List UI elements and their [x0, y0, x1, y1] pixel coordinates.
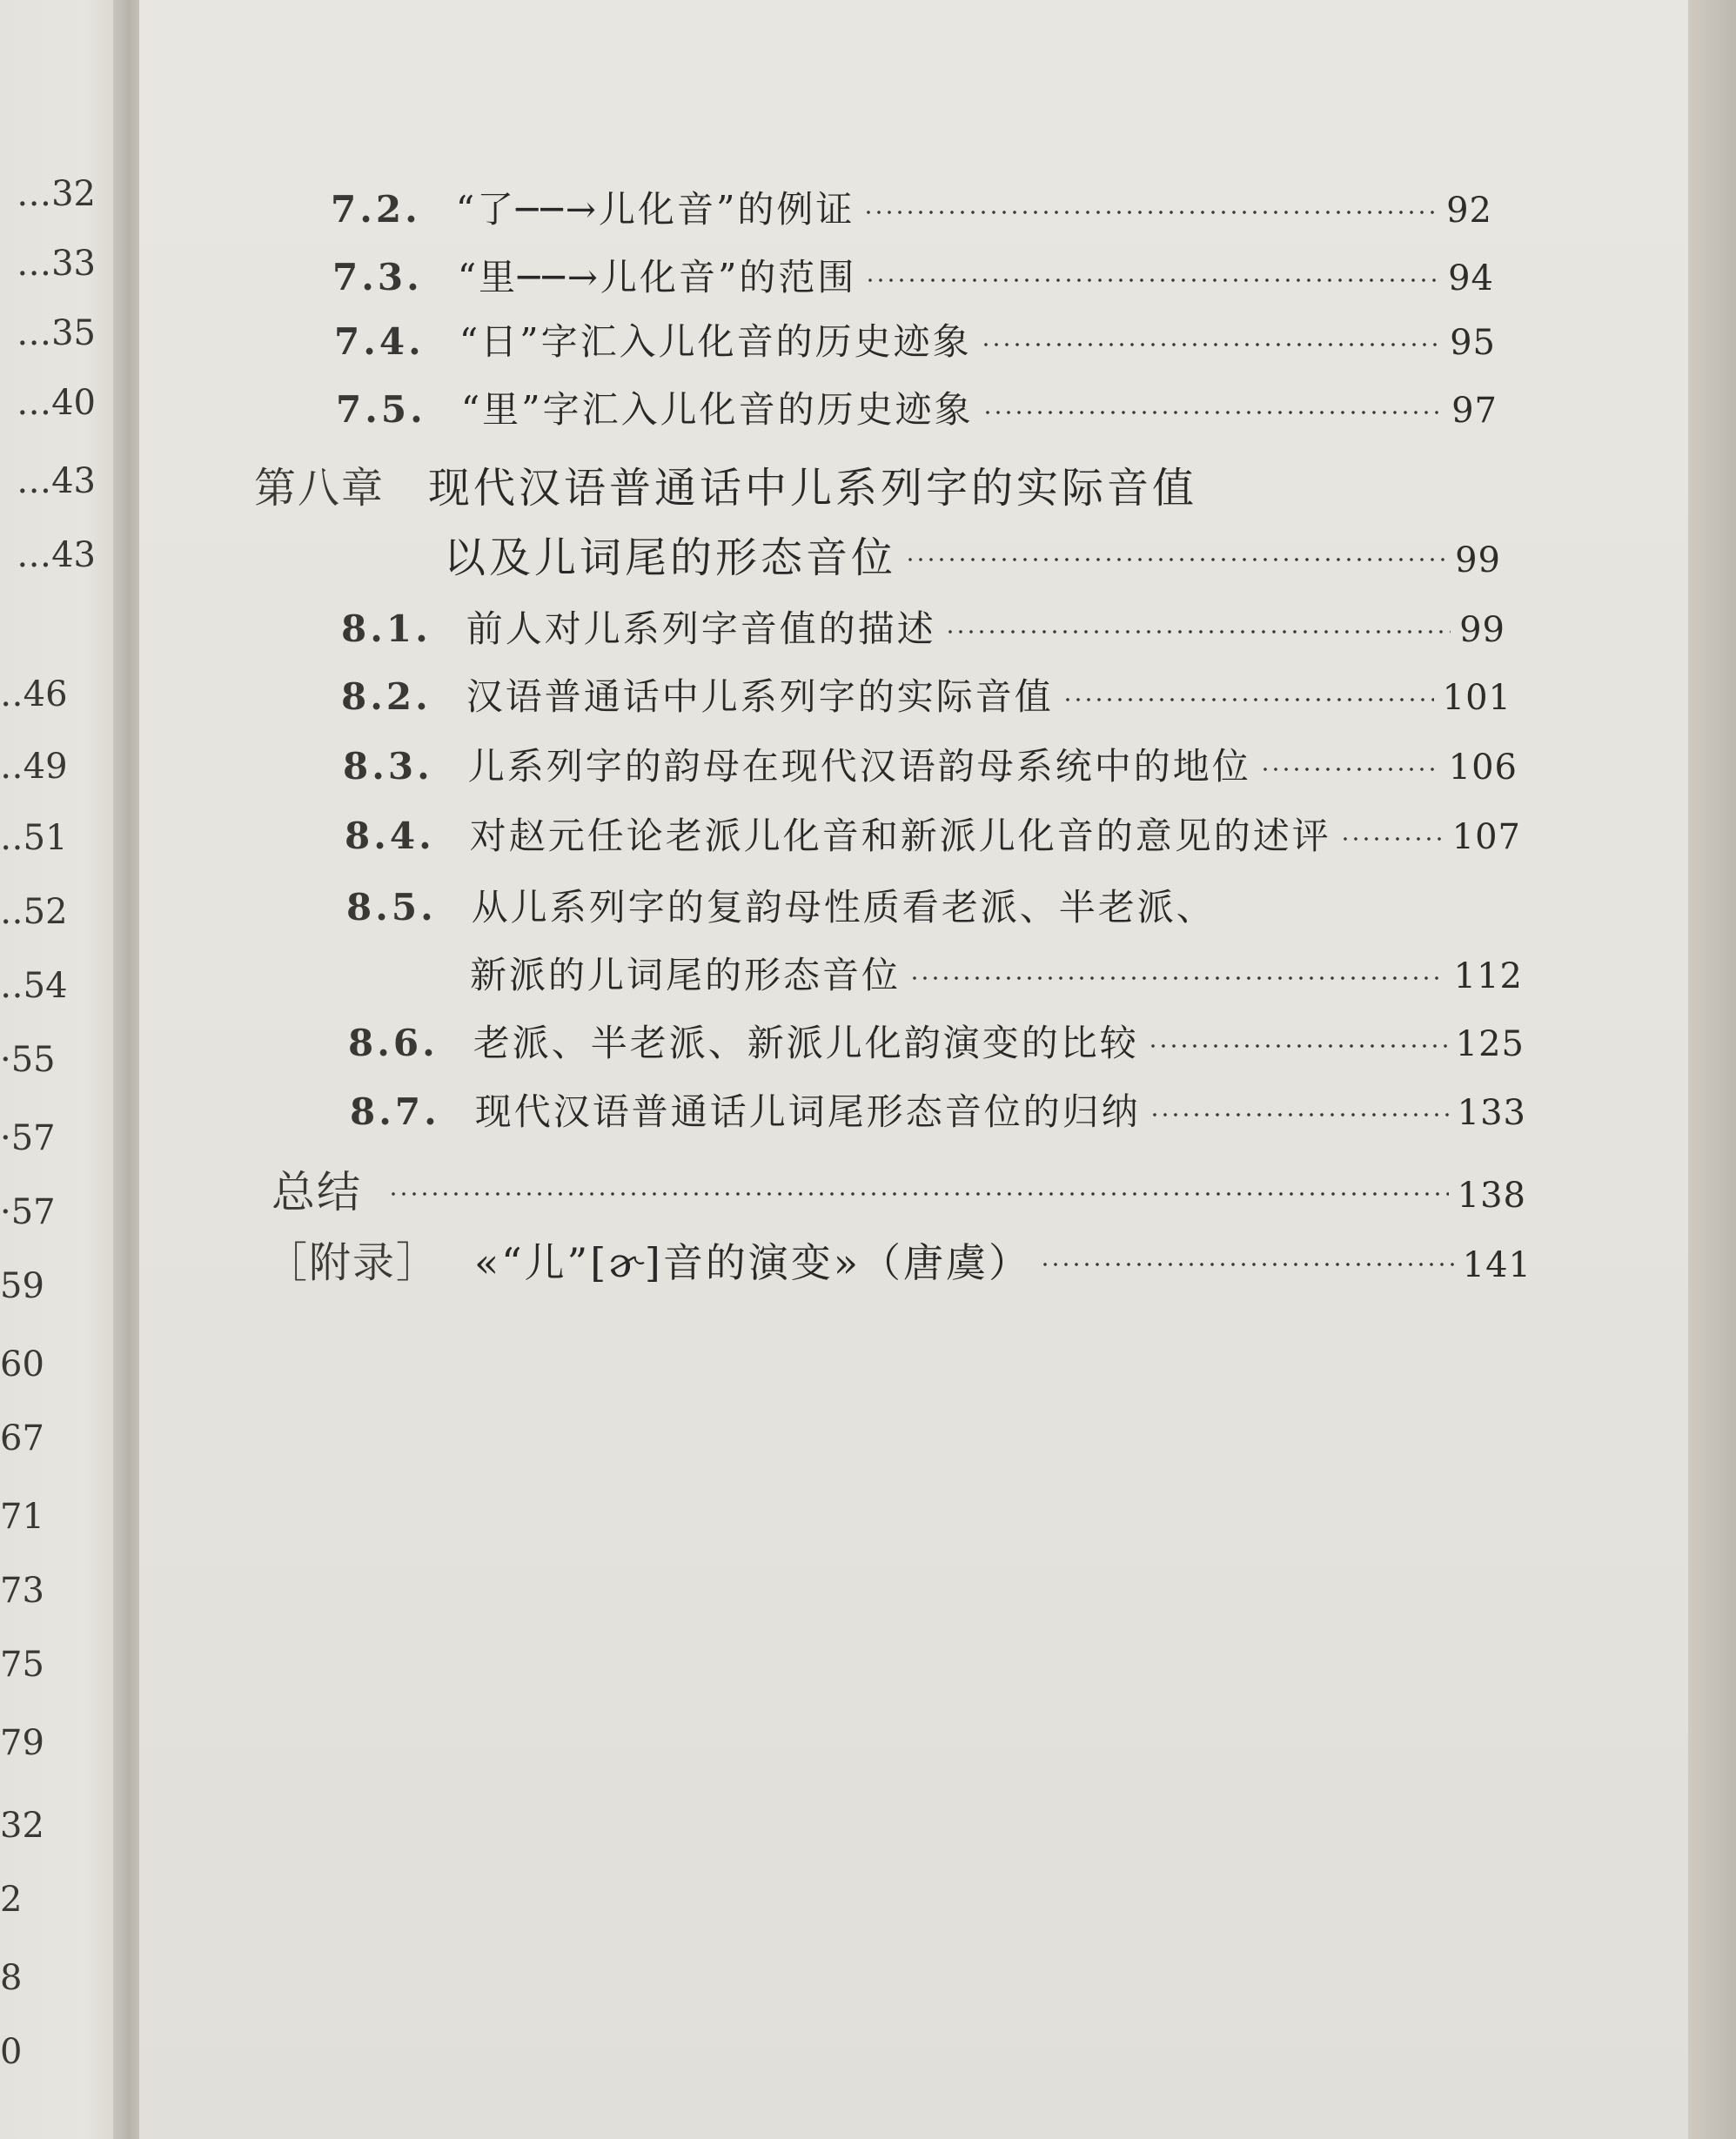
left-page-number: 8 [0, 1958, 23, 1998]
toc-entry [331, 181, 1492, 233]
left-page-number: 0 [0, 2032, 23, 2072]
page-number: 133 [1457, 1093, 1526, 1133]
page-number: 92 [1446, 191, 1492, 231]
left-page-number: ‥51 [0, 818, 68, 858]
section-number: 8.6. [348, 1022, 439, 1064]
left-page-number: ·57 [0, 1192, 56, 1232]
toc-entry [336, 381, 1498, 433]
section-title-line1: 从儿系列字的复韵母性质看老派、半老派、 [471, 886, 1216, 929]
left-page-number: ·57 [0, 1118, 56, 1158]
section-title: “里──→儿化音”的范围 [457, 256, 857, 298]
dot-leader [905, 557, 1446, 562]
section-title: 对赵元任论老派儿化音和新派儿化音的意见的述评 [469, 815, 1331, 857]
dot-leader [1062, 697, 1434, 702]
section-number: 8.4. [345, 815, 435, 857]
page-number: 125 [1455, 1024, 1525, 1064]
left-page-number: 79 [0, 1723, 44, 1763]
left-page-number: 60 [0, 1344, 44, 1385]
left-page-number: ‥46 [0, 674, 68, 714]
chapter-title-line1: 现代汉语普通话中儿系列字的实际音值 [428, 464, 1198, 513]
page-number: 94 [1448, 258, 1494, 298]
summary-label: 总结 [271, 1167, 362, 1217]
dot-leader [1150, 1112, 1449, 1117]
section-number: 8.2. [341, 675, 432, 718]
page-edge [1688, 0, 1736, 2139]
dot-leader [1040, 1262, 1454, 1267]
page-number: 107 [1451, 817, 1521, 857]
chapter-title-line2: 以及儿词尾的形态音位 [444, 533, 897, 582]
left-page-number: ·55 [0, 1040, 56, 1080]
page-number: 138 [1457, 1176, 1526, 1216]
section-number: 7.5. [336, 388, 426, 431]
left-page-number: 75 [0, 1645, 44, 1685]
section-number: 8.1. [341, 607, 432, 650]
page-number: 106 [1448, 748, 1518, 788]
toc-appendix [265, 1229, 1532, 1289]
section-number: 7.2. [331, 188, 421, 231]
section-title: “里”字汇入儿化音的历史迹象 [460, 388, 974, 431]
section-title-line2: 新派的儿词尾的形态音位 [470, 954, 902, 996]
section-title: 前人对儿系列字音值的描述 [466, 607, 936, 650]
chapter-heading-continued [444, 524, 1501, 584]
left-page-number: …32 [17, 174, 96, 214]
left-page-number: ‥54 [0, 966, 68, 1006]
appendix-label: ［附录］ [265, 1238, 440, 1287]
left-page-number: 73 [0, 1571, 44, 1611]
toc-entry [343, 738, 1518, 790]
section-title: 老派、半老派、新派儿化韵演变的比较 [473, 1022, 1139, 1064]
dot-leader [388, 1191, 1449, 1197]
left-page-number: …33 [17, 244, 96, 284]
dot-leader [982, 410, 1443, 415]
toc-entry [350, 1083, 1526, 1136]
section-number: 8.3. [343, 745, 433, 788]
dot-leader [945, 629, 1451, 634]
section-title: 儿系列字的韵母在现代汉语韵母系统中的地位 [467, 745, 1251, 788]
toc-entry [341, 668, 1511, 721]
appendix-title: «“儿”[ɚ]音的演变»（唐虞） [474, 1239, 1032, 1286]
left-page [0, 0, 122, 2139]
left-page-number: 32 [0, 1806, 44, 1846]
left-page-number: …43 [17, 461, 96, 501]
toc-entry [341, 600, 1505, 653]
dot-leader [865, 278, 1439, 283]
dot-leader [863, 210, 1438, 215]
section-title: “日”字汇入儿化音的历史迹象 [459, 320, 972, 363]
dot-leader [1260, 767, 1440, 772]
left-page-number: …43 [17, 535, 96, 575]
page-number: 99 [1459, 610, 1505, 650]
page-number: 97 [1451, 391, 1498, 431]
page-number: 95 [1450, 323, 1496, 363]
toc-entry-continued [470, 947, 1523, 999]
dot-leader [909, 976, 1445, 981]
left-page-number: ‥52 [0, 892, 68, 932]
toc-entry [345, 808, 1521, 860]
section-number: 7.3. [332, 256, 423, 298]
section-title: “了──→儿化音”的例证 [455, 188, 855, 231]
left-page-number: …35 [17, 313, 96, 353]
page-number: 101 [1442, 678, 1511, 718]
chapter-heading [254, 454, 1298, 514]
chapter-label: 第八章 [254, 464, 385, 513]
dot-leader [981, 342, 1441, 347]
page-number: 99 [1455, 540, 1501, 580]
left-page-number: ‥49 [0, 747, 68, 787]
section-number: 8.7. [350, 1090, 440, 1133]
left-page-number: 71 [0, 1497, 44, 1537]
toc-summary [271, 1157, 1526, 1220]
section-title: 汉语普通话中儿系列字的实际音值 [466, 675, 1054, 718]
left-page-number: …40 [17, 383, 96, 423]
dot-leader [1148, 1043, 1447, 1049]
toc-entry [348, 1015, 1525, 1067]
left-page-number: 59 [0, 1266, 44, 1306]
page-number: 141 [1462, 1245, 1532, 1285]
section-title: 现代汉语普通话儿词尾形态音位的归纳 [474, 1090, 1141, 1133]
left-page-number: 67 [0, 1418, 44, 1458]
left-page-number: 2 [0, 1880, 23, 1920]
section-number: 8.5. [346, 886, 437, 929]
toc-entry [334, 313, 1496, 365]
toc-entry [346, 879, 1478, 931]
page-number: 112 [1453, 956, 1523, 996]
toc-entry [332, 249, 1494, 301]
section-number: 7.4. [334, 320, 425, 363]
dot-leader [1340, 836, 1444, 842]
